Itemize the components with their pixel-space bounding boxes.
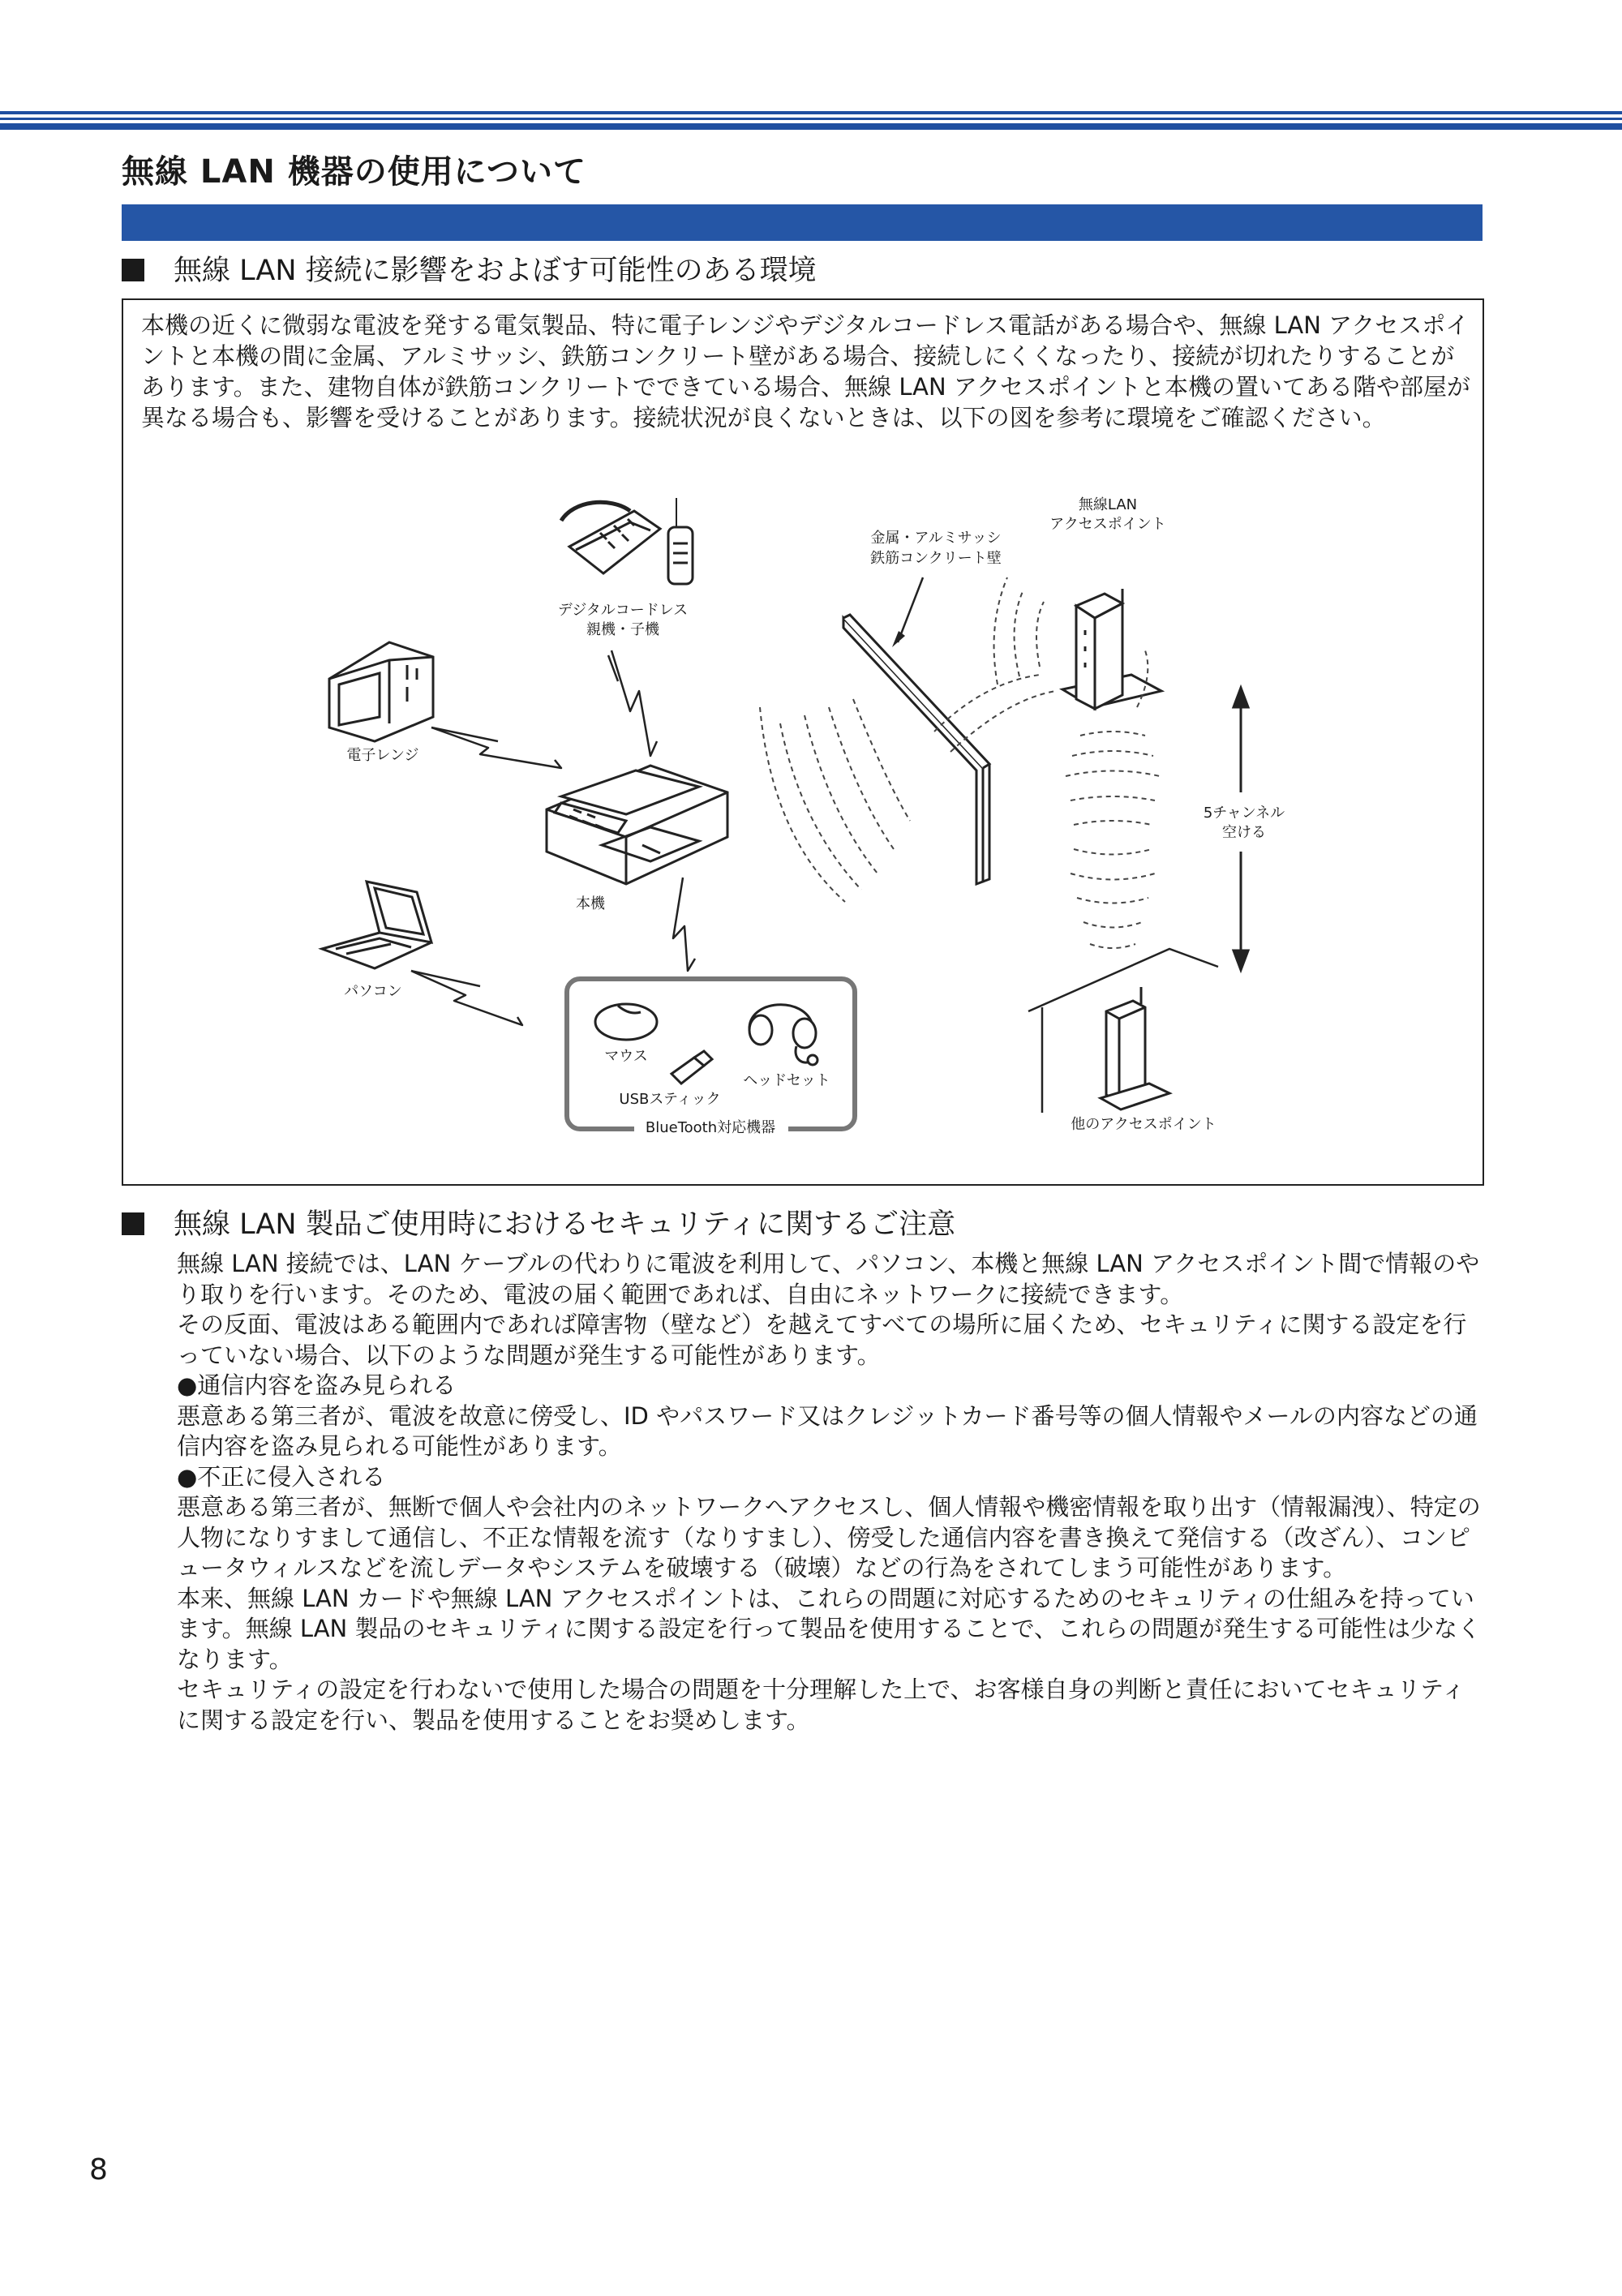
security-paragraph: 無線 LAN 接続では、LAN ケーブルの代わりに電波を利用して、パソコン、本機と無線 LAN アクセスポイント間で情報のやり取りを行います。そのため、電波の届く範囲であれば、自由にネットワークに接続できます。	[177, 1250, 1480, 1308]
channel-label-2: 空ける	[1222, 824, 1266, 841]
headset-icon	[749, 1005, 817, 1065]
section-heading-security-text: 無線 LAN 製品ご使用時におけるセキュリティに関するご注意	[174, 1208, 956, 1241]
usb-stick-icon	[672, 1051, 712, 1084]
header-rule-1	[0, 111, 1622, 114]
pc-label: パソコン	[344, 983, 402, 1000]
headset-label: ヘッドセット	[743, 1072, 830, 1089]
security-body	[177, 1249, 1484, 1736]
wall-label-2: 鉄筋コンクリート壁	[870, 550, 1002, 567]
environment-box	[122, 298, 1484, 1186]
phone-label-2: 親機・子機	[586, 621, 659, 638]
interference-diagram	[123, 300, 1483, 1184]
other-access-point-icon	[1101, 987, 1169, 1109]
security-bullet-intrusion: ●不正に侵入される	[177, 1462, 386, 1491]
microwave-icon	[329, 642, 433, 741]
wall-pointer-arrowhead	[892, 631, 905, 647]
header-rule-2	[0, 118, 1622, 120]
header-rule-3	[0, 123, 1622, 130]
security-paragraph: 悪意ある第三者が、無断で個人や会社内のネットワークへアクセスし、個人情報や機密情報を取り出す（情報漏洩）、特定の人物になりすまして通信し、不正な情報を流す（なりすまし）、傍受した通信内容を書き換えて発信する（改ざん）、コンピュータウィルスなどを流しデータやシステムを破壊する（破壊）などの行為をされてしまう可能性があります。	[177, 1493, 1481, 1581]
security-paragraph: セキュリティの設定を行わないで使用した場合の問題を十分理解した上で、お客様自身の判断と責任においてセキュリティに関する設定を行い、製品を使用することをお奨めします。	[177, 1676, 1465, 1734]
square-bullet-icon	[122, 1212, 144, 1235]
security-bullet-eavesdrop: ●通信内容を盗み見られる	[177, 1371, 457, 1399]
bluetooth-label: BlueTooth対応機器	[645, 1119, 776, 1136]
phone-label-1: デジタルコードレス	[557, 602, 689, 619]
wall-pointer-line	[898, 577, 923, 642]
security-paragraph: その反面、電波はある範囲内であれば障害物（壁など）を越えてすべての場所に届くため、セキュリティに関する設定を行っていない場合、以下のような問題が発生する可能性があります。	[177, 1311, 1467, 1369]
wall-label-1: 金属・アルミサッシ	[870, 530, 1002, 547]
page-number: 8	[89, 2153, 108, 2187]
environment-text: 本機の近くに微弱な電波を発する電気製品、特に電子レンジやデジタルコードレス電話がある場合や、無線 LAN アクセスポイントと本機の間に金属、アルミサッシ、鉄筋コンクリート壁がある場合、接続しにくくなったり、接続が切れたりすることがあります。また、建物自体が鉄筋コンクリートでできている場合、無線 LAN アクセスポイントと本機の置いてある階や部屋が異なる場合も、影響を受けることがあります。接続状況が良くないときは、以下の図を参考に環境をご確認ください。	[141, 311, 1471, 431]
laptop-icon	[322, 882, 431, 968]
channel-label-1: 5チャンネル	[1203, 805, 1285, 822]
section-heading-environment-text: 無線 LAN 接続に影響をおよぼす可能性のある環境	[174, 255, 817, 287]
title-band	[122, 204, 1483, 241]
square-bullet-icon	[122, 259, 144, 281]
ap-label-2: アクセスポイント	[1049, 516, 1166, 533]
cordless-phone-icon	[561, 498, 693, 584]
wall-icon	[843, 615, 989, 884]
other-ap-label: 他のアクセスポイント	[1071, 1116, 1216, 1133]
microwave-label: 電子レンジ	[346, 747, 419, 764]
section-heading-security	[122, 1202, 955, 1242]
security-paragraph: 本来、無線 LAN カードや無線 LAN アクセスポイントは、これらの問題に対応するためのセキュリティの仕組みを持っています。無線 LAN 製品のセキュリティに関する設定を行って製品を使用することで、これらの問題が発生する可能性は少なくなります。	[177, 1584, 1481, 1673]
access-point-icon	[1062, 589, 1161, 709]
security-paragraph: 悪意ある第三者が、電波を故意に傍受し、ID やパスワード又はクレジットカード番号等の個人情報やメールの内容などの通信内容を盗み見られる可能性があります。	[177, 1401, 1478, 1460]
section-heading-environment	[122, 248, 817, 289]
page-title: 無線 LAN 機器の使用について	[122, 153, 586, 191]
machine-icon	[547, 766, 727, 884]
usb-label: USBスティック	[619, 1091, 721, 1108]
signal-waves-left	[760, 675, 1056, 902]
ap-label-1: 無線LAN	[1078, 496, 1138, 513]
mouse-icon	[595, 1004, 657, 1040]
machine-label: 本機	[576, 895, 605, 912]
mouse-label: マウス	[604, 1048, 648, 1065]
